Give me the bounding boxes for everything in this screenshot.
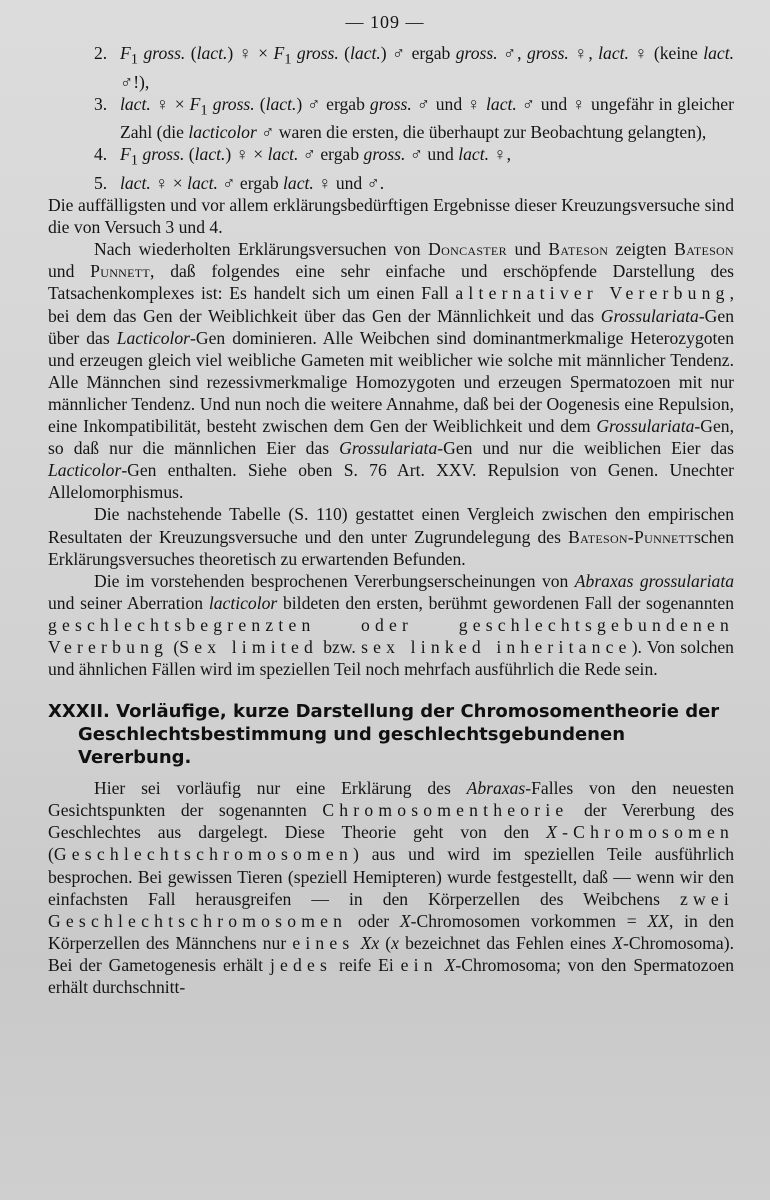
- list-item-number: 3.: [94, 93, 108, 114]
- paragraph: Die im vorstehenden besprochenen Vererbungserscheinungen von Abraxas grossulariata und seiner Aberration lacticolor bildeten den ersten, berühmt gewordenen Fall der sogenannten geschlechtsbegrenzten oder geschlechtsgebundenen Vererbung (Sex limited bzw. sex linked inheritance). Von solchen und ähnlichen Fällen wird im speziellen Teil noch mehrfach ausführlich die Rede sein.: [48, 570, 735, 680]
- list-item-text: $F_1$ gross. (lact.) ♀ × $F_1$ gross. (lact.) ♂ ergab gross. ♂, gross. ♀, lact. ♀ (keine lact. ♂!),: [120, 43, 734, 92]
- paragraph: Die nachstehende Tabelle (S. 110) gestattet einen Vergleich zwischen den empirischen Resultaten der Kreuzungsversuche und den unter Zugrundelegung des Bateson-Punnettschen Erklärungsversuches theoretisch zu erwartenden Befunden.: [48, 504, 734, 569]
- list-item-text: lact. ♀ × lact. ♂ ergab lact. ♀ und ♂.: [120, 173, 385, 194]
- section-paragraph: Hier sei vorläufig nur eine Erklärung des Abraxas-Falles von den neuesten Gesichtspunkten der sogenannten Chromosomentheorie der Vererbung des Geschlechtes aus dargelegt. Diese Theorie geht von den X-Chromosomen (Geschlechtschromosomen) aus und wird im speziellen Teile ausführlich besprochen. Bei gewissen Tieren (speziell Hemipteren) wurde festgestellt, daß — wenn wir den einfachsten Fall herausgreifen — in den Körperzellen des Weibchens zwei Geschlechtschromosomen oder X-Chromosomen vorkommen = XX, in den Körperzellen des Männchens nur eines Xx (x bezeichnet das Fehlen eines X-Chromosoma). Bei der Gametogenesis erhält jedes reife Ei ein X-Chromosoma; von den Spermatozoen erhält durchschnitt-: [48, 778, 735, 998]
- list-item-text: lact. ♀ × $F_1$ gross. (lact.) ♂ ergab gross. ♂ und ♀ lact. ♂ und ♀ ungefähr in gleicher Zahl (die lacticolor ♂ waren die ersten, die überhaupt zur Beobachtung gelangten),: [120, 93, 734, 143]
- paragraph: Nach wiederholten Erklärungsversuchen von Doncaster und Bateson zeigten Bateson und Punnett, daß folgendes eine sehr einfache und erschöpfende Darstellung des Tatsachenkomplexes ist: Es handelt sich um einen Fall alternativer Vererbung, bei dem das Gen der Weiblichkeit über das Gen der Männlichkeit und das Grossulariata-Gen über das Lacticolor-Gen dominieren. Alle Weibchen sind dominantmerkmalige Heterozygoten und erzeugen gleich viel weibliche Gameten mit weiblicher wie solche mit männlicher Tendenz. Alle Männchen sind rezessivmerkmalige Homozygoten und erzeugen Spermatozoen mit nur männlicher Tendenz. Und nun noch die weitere Annahme, daß bei der Oogenesis eine Repulsion, eine Inkompatibilität, besteht zwischen dem Gen der Weiblichkeit und dem Grossulariata-Gen, so daß nur die männlichen Eier das Grossulariata-Gen und nur die weiblichen Eier das Lacticolor-Gen enthalten. Siehe oben S. 76 Art. XXV. Repulsion von Genen. Unechter Allelomorphismus.: [48, 239, 734, 503]
- list-item: [48, 172, 734, 194]
- list-item-number: 5.: [94, 173, 108, 194]
- page-number: — 109 —: [345, 12, 425, 32]
- list-item: [48, 42, 734, 93]
- experiment-list: [48, 42, 734, 194]
- list-item-number: 2.: [94, 43, 108, 63]
- section-heading: [48, 700, 734, 769]
- page-body: [48, 42, 734, 998]
- list-item: [48, 143, 734, 172]
- section-heading-line: Geschlechtsbestimmung und geschlechtsgebundenen Vererbung.: [78, 724, 626, 769]
- list-item-text: $F_1$ gross. (lact.) ♀ × lact. ♂ ergab gross. ♂ und lact. ♀,: [120, 144, 511, 169]
- paragraph: Die auffälligsten und vor allem erklärungsbedürftigen Ergebnisse dieser Kreuzungsversuche sind die von Versuch 3 und 4.: [48, 195, 734, 238]
- section-heading-line: XXXII. Vorläufige, kurze Darstellung der Chromosomentheorie der: [48, 701, 720, 723]
- list-item: [48, 93, 734, 144]
- list-item-number: 4.: [94, 144, 108, 165]
